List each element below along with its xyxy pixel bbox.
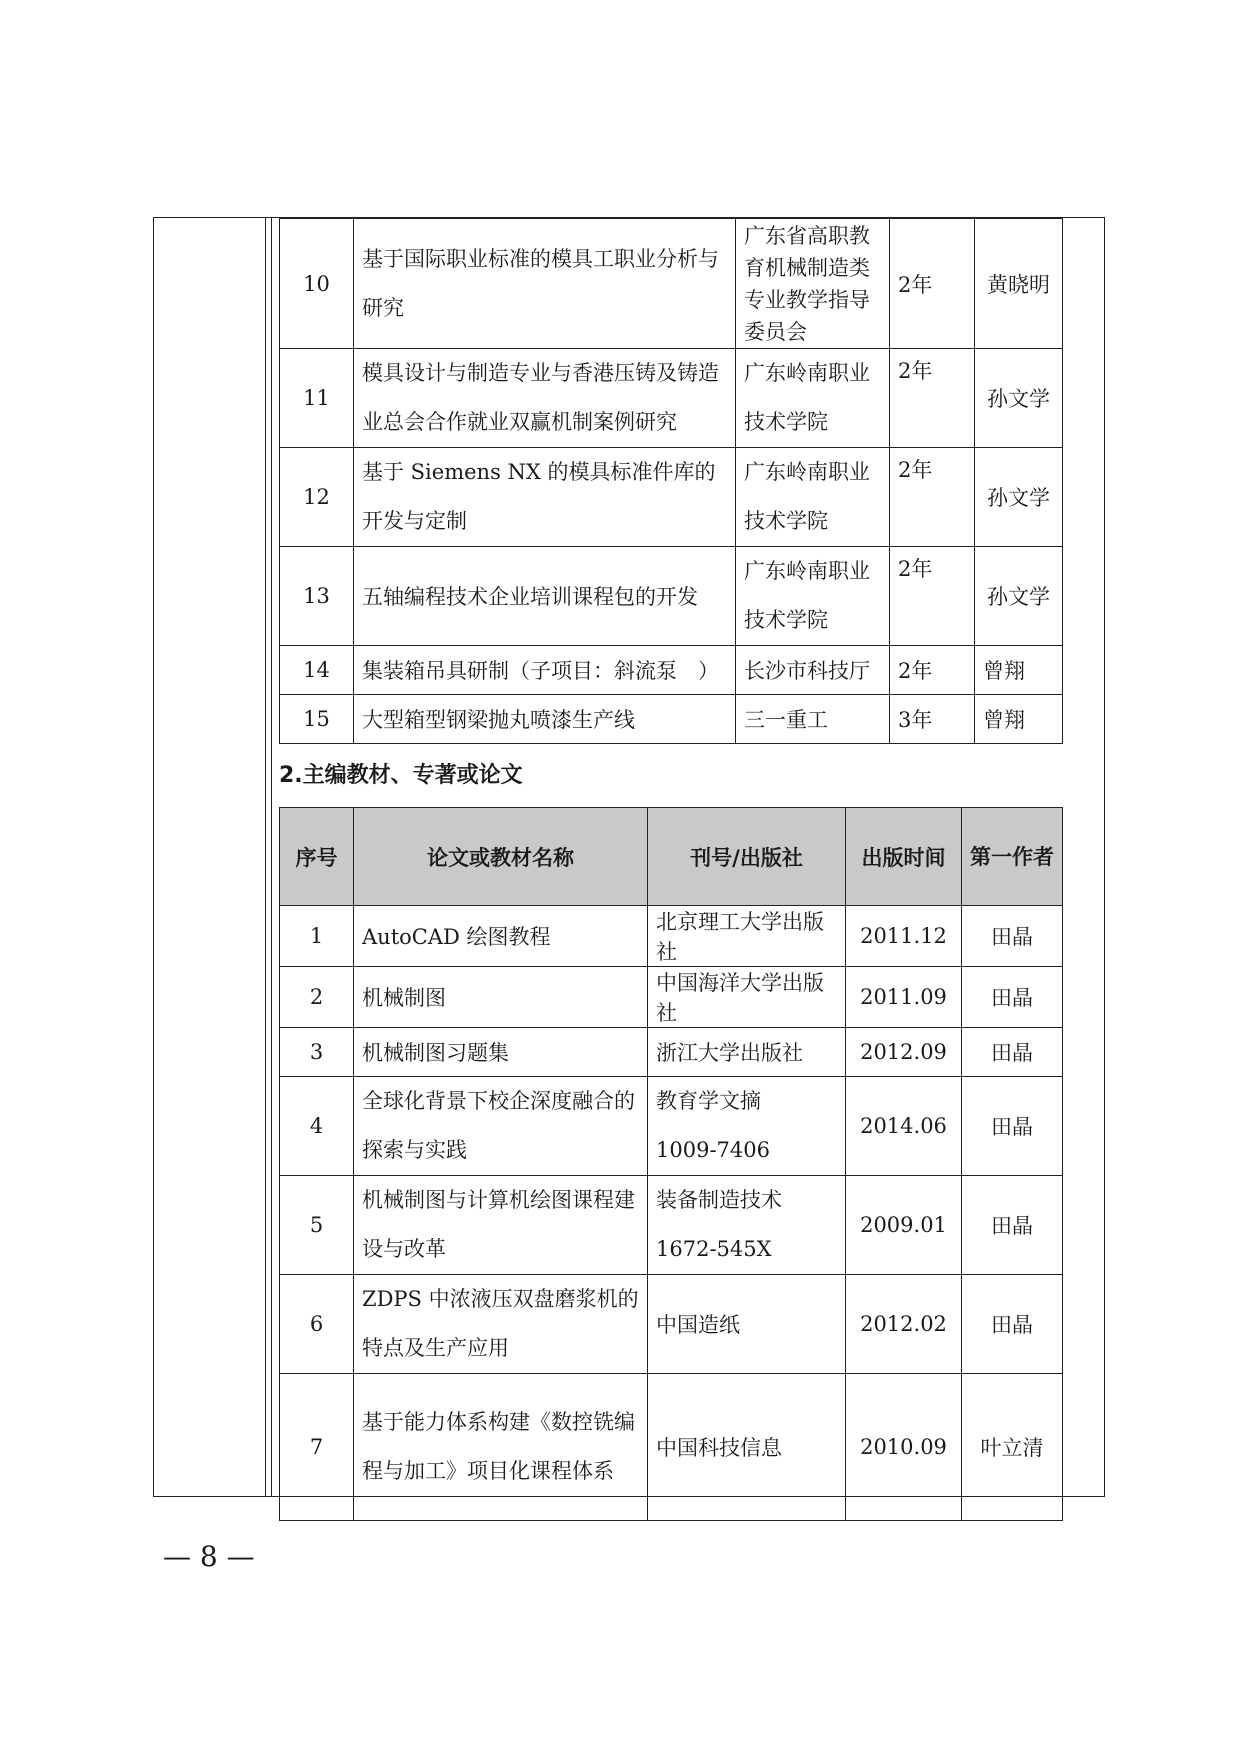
project-no: 15 xyxy=(280,695,354,744)
project-no: 14 xyxy=(280,646,354,695)
paper-date: 2011.09 xyxy=(846,967,962,1028)
project-org: 广东岭南职业技术学院 xyxy=(736,448,890,547)
paper-title: 机械制图 xyxy=(354,967,648,1028)
table-row xyxy=(280,1374,1063,1521)
project-leader: 孙文学 xyxy=(975,547,1063,646)
table-row xyxy=(280,646,1063,695)
project-leader: 曾翔 xyxy=(975,646,1063,695)
paper-date: 2010.09 xyxy=(846,1374,962,1521)
table-row xyxy=(280,695,1063,744)
papers-table xyxy=(279,807,1063,1521)
col-header-author: 第一作者 xyxy=(962,808,1063,906)
project-years: 2年 xyxy=(890,448,975,547)
paper-author: 田晶 xyxy=(962,1275,1063,1374)
project-title: 基于 Siemens NX 的模具标准件库的开发与定制 xyxy=(354,448,736,547)
table-header-row xyxy=(280,808,1063,906)
paper-author: 田晶 xyxy=(962,1176,1063,1275)
paper-publisher: 浙江大学出版社 xyxy=(648,1028,846,1077)
paper-date: 2011.12 xyxy=(846,906,962,967)
project-title: 大型箱型钢梁抛丸喷漆生产线 xyxy=(354,695,736,744)
paper-issn: 1672-545X xyxy=(656,1237,772,1261)
project-org: 广东岭南职业技术学院 xyxy=(736,349,890,448)
paper-author: 叶立清 xyxy=(962,1374,1063,1521)
table-row xyxy=(280,967,1063,1028)
table-row xyxy=(280,1275,1063,1374)
table-row xyxy=(280,906,1063,967)
project-leader: 孙文学 xyxy=(975,349,1063,448)
paper-no: 4 xyxy=(280,1077,354,1176)
project-no: 13 xyxy=(280,547,354,646)
project-years: 2年 xyxy=(890,547,975,646)
paper-publisher: 中国海洋大学出版社 xyxy=(648,967,846,1028)
paper-author: 田晶 xyxy=(962,967,1063,1028)
project-org: 长沙市科技厅 xyxy=(736,646,890,695)
paper-publisher-name: 教育学文摘 xyxy=(656,1089,761,1113)
paper-author: 田晶 xyxy=(962,1077,1063,1176)
table-row xyxy=(280,1077,1063,1176)
project-org: 广东岭南职业技术学院 xyxy=(736,547,890,646)
paper-date: 2014.06 xyxy=(846,1077,962,1176)
project-years: 3年 xyxy=(890,695,975,744)
table-row xyxy=(280,1176,1063,1275)
project-no: 12 xyxy=(280,448,354,547)
paper-title: 机械制图与计算机绘图课程建设与改革 xyxy=(354,1176,648,1275)
section-heading: 2.主编教材、专著或论文 xyxy=(279,763,523,788)
paper-date: 2009.01 xyxy=(846,1176,962,1275)
project-years: 2年 xyxy=(890,349,975,448)
table-row xyxy=(280,349,1063,448)
project-org: 广东省高职教育机械制造类专业教学指导委员会 xyxy=(736,219,890,349)
project-title: 基于国际职业标准的模具工职业分析与研究 xyxy=(354,219,736,349)
paper-publisher: 北京理工大学出版社 xyxy=(648,906,846,967)
frame-divider-2 xyxy=(271,217,272,1497)
paper-no: 3 xyxy=(280,1028,354,1077)
paper-issn: 1009-7406 xyxy=(656,1138,770,1162)
project-title: 模具设计与制造专业与香港压铸及铸造业总会合作就业双赢机制案例研究 xyxy=(354,349,736,448)
paper-author: 田晶 xyxy=(962,1028,1063,1077)
frame-divider-1 xyxy=(265,217,266,1497)
paper-no: 5 xyxy=(280,1176,354,1275)
project-years: 2年 xyxy=(890,646,975,695)
paper-title: 机械制图习题集 xyxy=(354,1028,648,1077)
paper-date: 2012.02 xyxy=(846,1275,962,1374)
paper-title: ZDPS 中浓液压双盘磨浆机的特点及生产应用 xyxy=(354,1275,648,1374)
paper-no: 6 xyxy=(280,1275,354,1374)
project-org: 三一重工 xyxy=(736,695,890,744)
paper-publisher xyxy=(648,1176,846,1275)
col-header-date: 出版时间 xyxy=(846,808,962,906)
project-leader: 曾翔 xyxy=(975,695,1063,744)
table-row xyxy=(280,219,1063,349)
project-years: 2年 xyxy=(890,219,975,349)
page-number: — 8 — xyxy=(163,1540,255,1573)
project-title: 集装箱吊具研制（子项目：斜流泵 ） xyxy=(354,646,736,695)
paper-title: 基于能力体系构建《数控铣编程与加工》项目化课程体系 xyxy=(354,1374,648,1521)
col-header-publisher: 刊号/出版社 xyxy=(648,808,846,906)
paper-no: 2 xyxy=(280,967,354,1028)
paper-author: 田晶 xyxy=(962,906,1063,967)
project-leader: 黄晓明 xyxy=(975,219,1063,349)
col-header-title: 论文或教材名称 xyxy=(354,808,648,906)
project-no: 11 xyxy=(280,349,354,448)
paper-title: 全球化背景下校企深度融合的探索与实践 xyxy=(354,1077,648,1176)
paper-title: AutoCAD 绘图教程 xyxy=(354,906,648,967)
table-row xyxy=(280,1028,1063,1077)
project-leader: 孙文学 xyxy=(975,448,1063,547)
table-row xyxy=(280,547,1063,646)
paper-publisher xyxy=(648,1077,846,1176)
paper-no: 1 xyxy=(280,906,354,967)
paper-publisher-name: 装备制造技术 xyxy=(656,1188,782,1212)
paper-no: 7 xyxy=(280,1374,354,1521)
projects-table xyxy=(279,218,1063,744)
paper-publisher: 中国科技信息 xyxy=(648,1374,846,1521)
project-title: 五轴编程技术企业培训课程包的开发 xyxy=(354,547,736,646)
paper-publisher: 中国造纸 xyxy=(648,1275,846,1374)
project-no: 10 xyxy=(280,219,354,349)
paper-date: 2012.09 xyxy=(846,1028,962,1077)
col-header-no: 序号 xyxy=(280,808,354,906)
table-row xyxy=(280,448,1063,547)
